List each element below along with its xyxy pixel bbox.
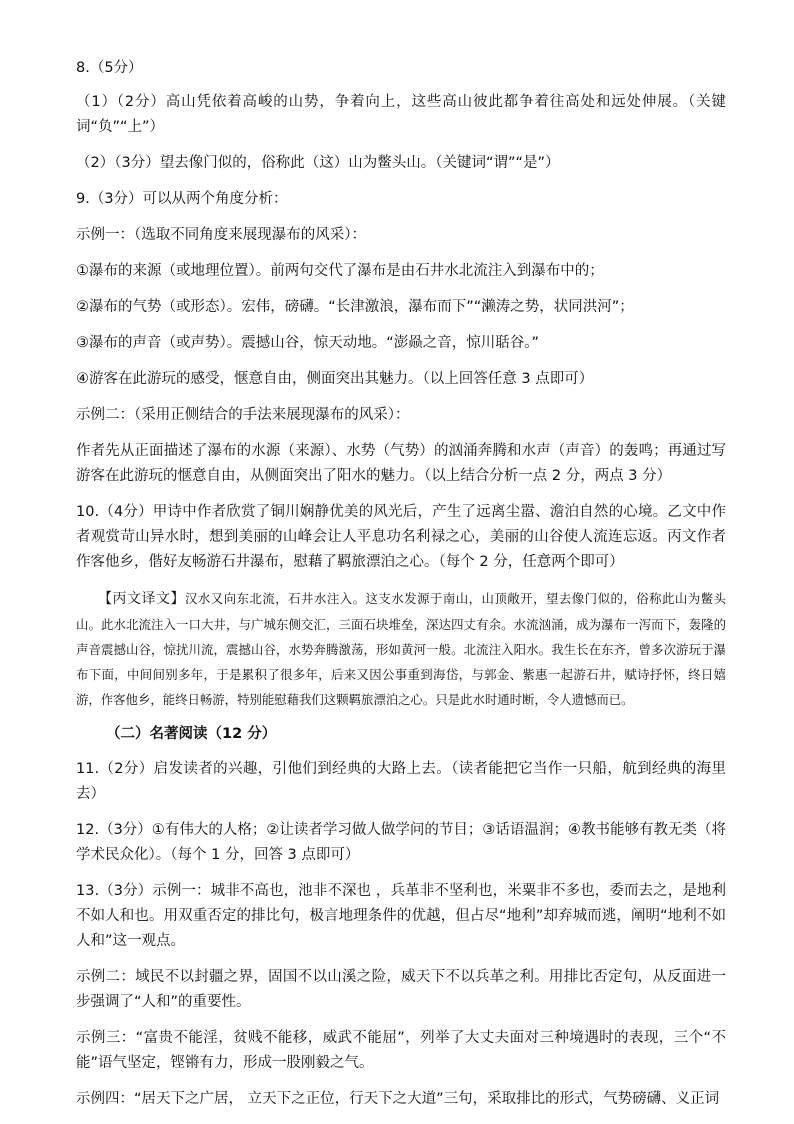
answer-13-example-3: 示例三：“富贵不能淫，贫贱不能移，威武不能屈”，列举了大丈夫面对三种境遇时的表现，三个“不能”语气坚定，铿锵有力，形成一股刚毅之气。 (76, 1030, 726, 1071)
answer-9-point-2: ②瀑布的气势（或形态）。宏伟，磅礴。“长津激浪，瀑布而下”“濑涛之势，状同洪河”； (76, 299, 634, 315)
section-heading: （二）名著阅读（12 分） (106, 726, 277, 742)
answer-10: 10.（4分）甲诗中作者欣赏了铜川娴静优美的风光后，产生了远离尘嚣、澹泊自然的心境。乙文中作者观赏苛山异水时，想到美丽的山峰会让人平息功名利禄之心，美丽的山谷使人流连忘返。丙文作者作客他乡，偕好友畅游石井瀑布，慰藉了羁旅漂泊之心。（每个 2 分，任意两个即可） (76, 504, 726, 570)
answer-9-heading: 9.（3分）可以从两个角度分析： (76, 191, 288, 207)
answer-13-example-4: 示例四：“居天下之广居， 立天下之正位，行天下之大道”三句，采取排比的形式，气势磅礴、义正词 (76, 1091, 720, 1107)
answer-9-example-2-heading: 示例二：（采用正侧结合的手法来展现瀑布的风采）： (76, 407, 410, 423)
translation-text: 汉水又向东北流，石井水注入。这支水发源于南山，山顶敞开，望去像门似的，俗称此山为鳖头山。此水北流注入一口大井，与广城东侧交汇，三面石块堆垒，深达四丈有余。水流汹涌，成为瀑布一泻而下，轰隆的声音震撼山谷，惊扰川流，震撼山谷，水势奔腾激荡，形如黄河一般。北流注入阳水。我生长在东齐，曾多次游玩于瀑布下面，中间间别多年，于是累积了很多年，后来又因公事重到海岱，与郭金、紫惠一起游石井，赋诗抒怀，终日嬉游，作客他乡，能终日畅游，特别能慰藉我们这颗羁旅漂泊之心。只是此水时通时断，令人遗憾而已。 (76, 591, 727, 707)
answer-9-point-4: ④游客在此游玩的感受，惬意自由，侧面突出其魅力。（以上回答任意 3 点即可） (76, 371, 594, 387)
answer-8-part-2: （2）（3分）望去像门似的，俗称此（这）山为鳖头山。（关键词“谓”“是”） (76, 155, 560, 171)
answer-9-point-3: ③瀑布的声音（或声势）。震撼山谷，惊天动地。“澎赑之音，惊川聒谷。” (76, 335, 540, 351)
answer-13-example-2: 示例二：域民不以封疆之界，固国不以山溪之险，威天下不以兵革之利。用排比否定句，从反面进一步强调了“人和”的重要性。 (76, 969, 726, 1010)
answer-8-part-1: （1）（2分）高山凭依着高峻的山势，争着向上，这些高山彼此都争着往高处和远处伸展。（关键词“负”“上”） (76, 94, 726, 135)
answer-11: 11.（2分）启发读者的兴趣，引他们到经典的大路上去。（读者能把它当作一只船，航到经典的海里去） (76, 761, 727, 802)
translation-label: 【丙文译文】 (98, 591, 186, 607)
document-page (76, 56, 726, 1123)
answer-12: 12.（3分）①有伟大的人格；②让读者学习做人做学问的节目；③话语温润；④教书能够有教无类（将学术民众化）。（每个 1 分，回答 3 点即可） (76, 822, 726, 863)
answer-9-example-2-body: 作者先从正面描述了瀑布的水源（来源）、水势（气势）的汹涌奔腾和水声（声音）的轰鸣；再通过写游客在此游玩的惬意自由，从侧面突出了阳水的魅力。（以上结合分析一点 2 分，两点 3 分） (76, 443, 726, 484)
translation-paragraph (76, 586, 726, 712)
answer-8-heading: 8.（5分） (76, 60, 143, 76)
answer-13-example-1: 13.（3分）示例一：城非不高也，池非不深也 ，兵革非不坚利也，米粟非不多也，委而去之，是地利不如人和也。用双重否定的排比句，极言地理条件的优越，但占尽“地利”却弃城而逃，阐明“地利不如人和”这一观点。 (76, 883, 726, 949)
answer-9-example-1-heading: 示例一：（选取不同角度来展现瀑布的风采）： (76, 227, 366, 243)
answer-9-point-1: ①瀑布的来源（或地理位置）。前两句交代了瀑布是由石井水北流注入到瀑布中的； (76, 263, 604, 279)
